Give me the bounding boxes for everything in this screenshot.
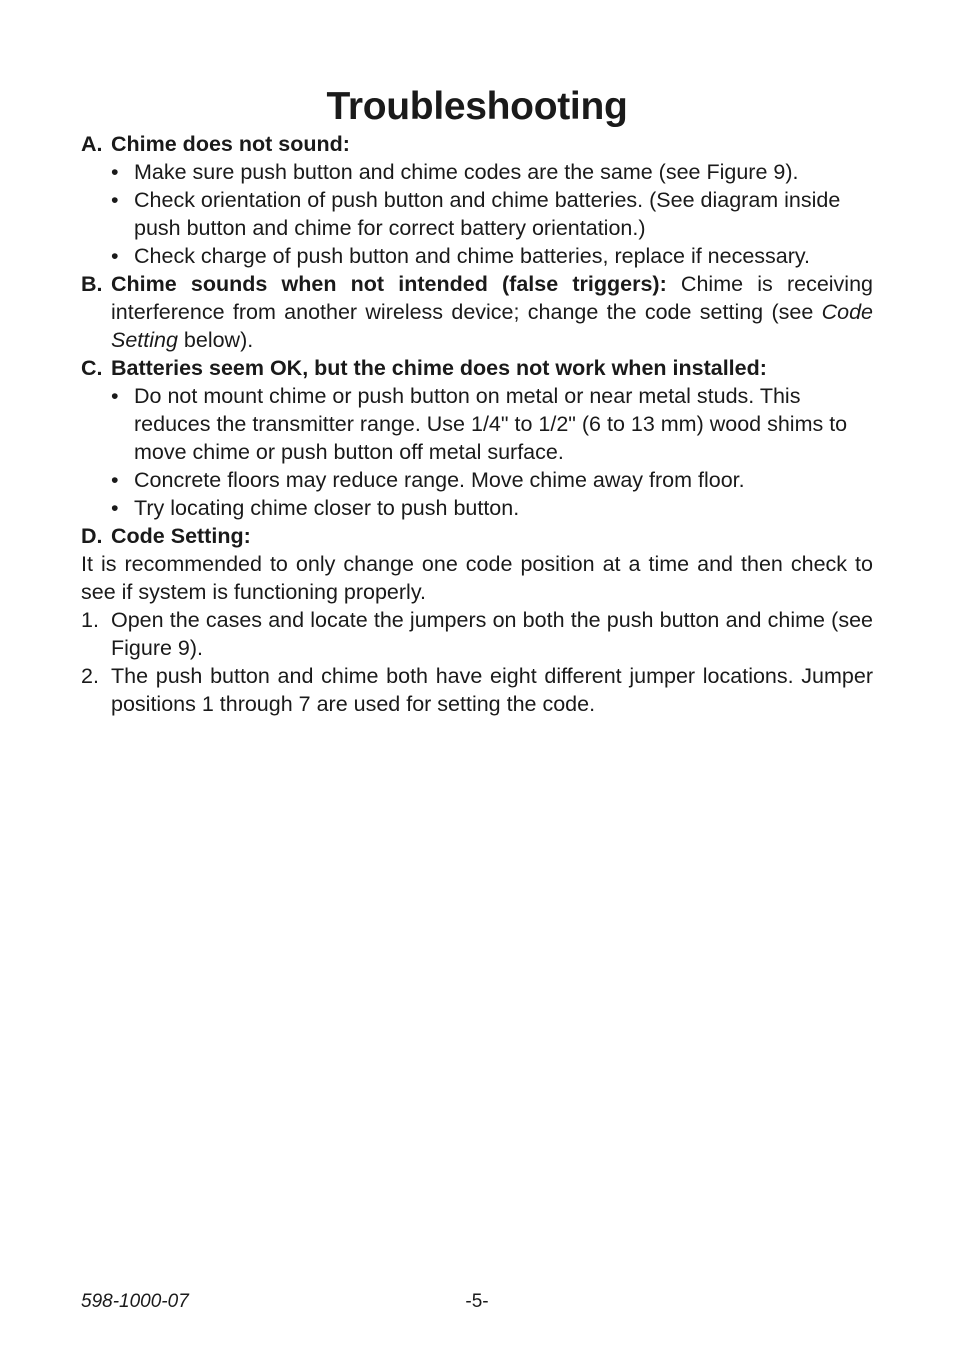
section-d-intro: It is recommended to only change one code position at a time and then check to see if system is functioning properly. <box>81 552 873 604</box>
list-item: • Try locating chime closer to push button. <box>111 496 520 520</box>
document-number: 598-1000-07 <box>81 1291 189 1312</box>
step-text: The push button and chime both have eight different jumper locations. Jumper positions 1 through 7 are used for setting the code. <box>111 664 873 716</box>
bullet-icon: • <box>111 160 119 184</box>
section-heading: Code Setting: <box>111 524 251 548</box>
section-b-text: Chime sounds when not intended (false triggers): Chime is receiving interference from another wireless device; change the code setting (see Code Setting below). <box>111 272 873 352</box>
bullet-icon: • <box>111 496 119 520</box>
section-b <box>81 270 873 354</box>
section-label: A. <box>81 132 103 156</box>
code-setting-reference: Code Setting <box>111 300 873 352</box>
bullet-icon: • <box>111 384 119 408</box>
bullet-icon: • <box>111 244 119 268</box>
step-text: Open the cases and locate the jumpers on both the push button and chime (see Figure 9). <box>111 608 873 660</box>
bullet-icon: • <box>111 468 119 492</box>
section-a-heading <box>81 130 873 158</box>
list-item: • Check charge of push button and chime batteries, replace if necessary. <box>111 244 811 268</box>
section-c-list <box>81 382 873 522</box>
section-label: C. <box>81 356 103 380</box>
section-label: D. <box>81 524 103 548</box>
section-heading: Chime sounds when not intended (false triggers): <box>111 272 667 296</box>
list-item: • Check orientation of push button and chime batteries. (See diagram inside push button and chime for correct battery orientation.) <box>111 188 841 240</box>
page-number: -5- <box>465 1291 489 1312</box>
list-item: • Do not mount chime or push button on metal or near metal studs. This reduces the transmitter range. Use 1/4" to 1/2" (6 to 13 mm) wood shims to move chime or push button off metal surface. <box>111 384 848 464</box>
page-title: Troubleshooting <box>326 85 628 128</box>
list-item: • Concrete floors may reduce range. Move chime away from floor. <box>111 468 745 492</box>
list-item: • Make sure push button and chime codes are the same (see Figure 9). <box>111 160 799 184</box>
section-heading: Batteries seem OK, but the chime does not work when installed: <box>111 356 767 380</box>
section-heading: Chime does not sound: <box>111 132 350 156</box>
section-label: B. <box>81 272 103 296</box>
section-d-heading <box>81 522 873 550</box>
step-number: 2. <box>81 664 99 688</box>
numbered-step <box>81 606 873 662</box>
section-c-heading <box>81 354 873 382</box>
section-a-list <box>81 158 873 270</box>
bullet-icon: • <box>111 188 119 212</box>
numbered-step <box>81 662 873 718</box>
document-body <box>81 84 873 718</box>
step-number: 1. <box>81 608 99 632</box>
